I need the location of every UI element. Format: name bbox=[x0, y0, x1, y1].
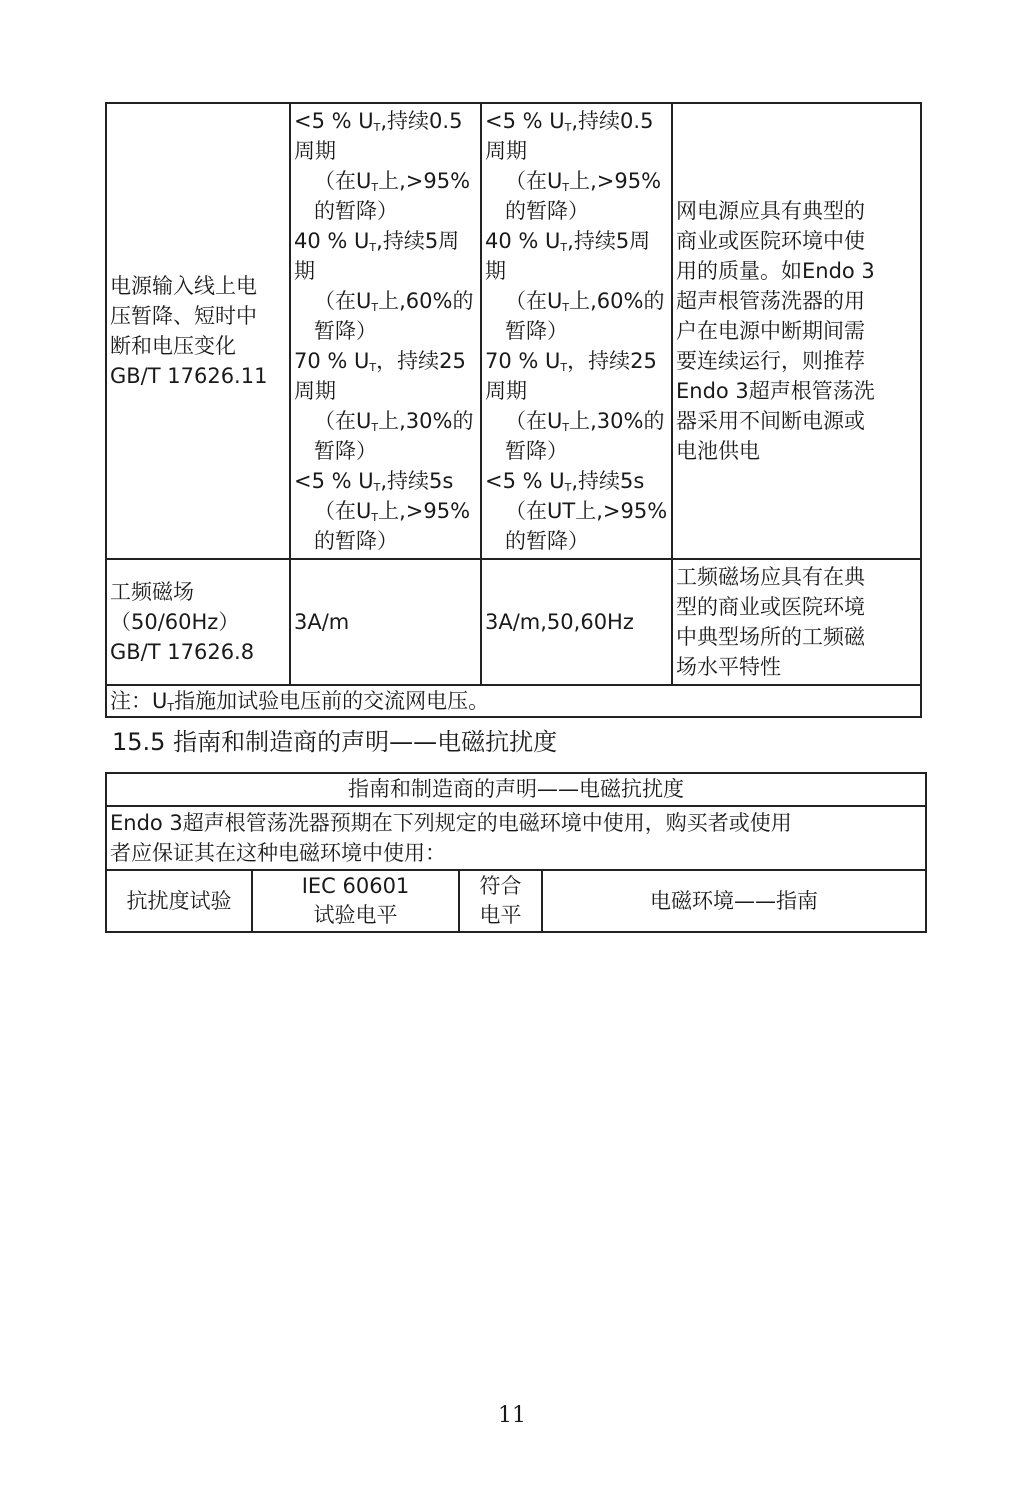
text-run: （在U bbox=[314, 409, 372, 433]
intro-cell bbox=[106, 806, 926, 870]
text-line: IEC 60601 bbox=[301, 874, 410, 898]
indented-line bbox=[485, 166, 668, 226]
text-line: 压暂降、短时中 bbox=[110, 304, 257, 328]
text-run: （在U bbox=[505, 409, 563, 433]
subscript: T bbox=[562, 181, 570, 194]
text-run: <5 % U bbox=[294, 109, 374, 133]
table-row bbox=[106, 870, 926, 932]
subscript: T bbox=[371, 421, 379, 434]
table-row bbox=[106, 806, 926, 870]
text-run: （在U bbox=[314, 499, 372, 523]
text-run: 指施加试验电压前的交流网电压。 bbox=[174, 689, 490, 713]
immunity-declaration-table bbox=[105, 772, 927, 933]
text-run: （在UT上,>95%的暂降） bbox=[505, 499, 668, 553]
subscript: T bbox=[373, 121, 381, 134]
text-run: ,持续0.5周期 bbox=[294, 109, 463, 163]
text-line: （50/60Hz） bbox=[110, 610, 240, 634]
subscript: T bbox=[369, 241, 377, 254]
compliance-level-cell bbox=[481, 103, 672, 559]
indented-line bbox=[294, 286, 477, 346]
text-run: 上,60%的暂降） bbox=[505, 289, 665, 343]
subscript: T bbox=[562, 301, 570, 314]
table-row bbox=[106, 559, 921, 685]
text-line: 场水平特性 bbox=[676, 655, 781, 679]
subscript: T bbox=[371, 181, 379, 194]
subscript: T bbox=[562, 421, 570, 434]
text-line: 者应保证其在这种电磁环境中使用： bbox=[110, 841, 446, 865]
text-line: 用的质量。如Endo 3 bbox=[676, 259, 875, 283]
guidance-cell bbox=[672, 103, 921, 559]
text-line: GB/T 17626.8 bbox=[110, 640, 255, 664]
indented-line bbox=[294, 406, 477, 466]
text-run: ,持续5s bbox=[380, 469, 454, 493]
text-run: 上,>95%的暂降） bbox=[314, 499, 471, 553]
text-line: 超声根管荡洗器的用 bbox=[676, 289, 865, 313]
indented-line bbox=[485, 496, 668, 556]
text-run: 70 % U bbox=[294, 349, 370, 373]
header-iec-level bbox=[252, 870, 459, 932]
test-cell bbox=[106, 103, 290, 559]
text-run: 上,>95%的暂降） bbox=[505, 169, 662, 223]
text-run: 40 % U bbox=[294, 229, 370, 253]
text-line: 工频磁场应具有在典 bbox=[676, 565, 865, 589]
text-line: 工频磁场 bbox=[110, 580, 194, 604]
iec-level-cell: 3A/m bbox=[290, 559, 481, 685]
text-line: 器采用不间断电源或 bbox=[676, 409, 865, 433]
guidance-cell bbox=[672, 559, 921, 685]
text-run: 注：U bbox=[110, 689, 168, 713]
text-run: ，持续25周期 bbox=[294, 349, 466, 403]
subscript: T bbox=[167, 701, 175, 714]
text-run: 40 % U bbox=[485, 229, 561, 253]
text-line: 要连续运行，则推荐 bbox=[676, 349, 865, 373]
subscript: T bbox=[564, 121, 572, 134]
header-environment: 电磁环境——指南 bbox=[542, 870, 926, 932]
text-run: 上,30%的暂降） bbox=[505, 409, 665, 463]
text-line: 电平 bbox=[479, 903, 522, 927]
text-run: （在U bbox=[314, 169, 372, 193]
test-cell bbox=[106, 559, 290, 685]
text-run: 上,30%的暂降） bbox=[314, 409, 474, 463]
subscript: T bbox=[371, 511, 379, 524]
table-row bbox=[106, 685, 921, 717]
text-line: 型的商业或医院环境 bbox=[676, 595, 865, 619]
subscript: T bbox=[371, 301, 379, 314]
text-run: ,持续5s bbox=[571, 469, 645, 493]
table-row bbox=[106, 103, 921, 559]
text-line: 电源输入线上电 bbox=[110, 274, 257, 298]
iec-level-cell bbox=[290, 103, 481, 559]
subscript: T bbox=[564, 481, 572, 494]
text-run: <5 % U bbox=[294, 469, 374, 493]
text-line: Endo 3超声根管荡洗器预期在下列规定的电磁环境中使用，购买者或使用 bbox=[110, 811, 792, 835]
text-run: <5 % U bbox=[485, 469, 565, 493]
text-run: ,持续0.5周期 bbox=[485, 109, 654, 163]
text-run: （在U bbox=[505, 289, 563, 313]
text-line: GB/T 17626.11 bbox=[110, 364, 268, 388]
text-line: 商业或医院环境中使 bbox=[676, 229, 865, 253]
compliance-level-cell: 3A/m,50,60Hz bbox=[481, 559, 672, 685]
table-title: 指南和制造商的声明——电磁抗扰度 bbox=[106, 773, 926, 806]
text-line: 中典型场所的工频磁 bbox=[676, 625, 865, 649]
indented-line bbox=[485, 406, 668, 466]
indented-line bbox=[485, 286, 668, 346]
text-run: <5 % U bbox=[485, 109, 565, 133]
indented-line bbox=[294, 496, 477, 556]
text-run: ,持续5周期 bbox=[485, 229, 651, 283]
immunity-table-continued bbox=[105, 102, 922, 718]
text-line: 符合 bbox=[479, 874, 522, 898]
header-compliance-level bbox=[459, 870, 542, 932]
text-run: 上,60%的暂降） bbox=[314, 289, 474, 343]
subscript: T bbox=[560, 361, 568, 374]
text-line: 试验电平 bbox=[313, 903, 398, 927]
text-run: 上,>95%的暂降） bbox=[314, 169, 471, 223]
text-run: ,持续5周期 bbox=[294, 229, 460, 283]
text-line: 户在电源中断期间需 bbox=[676, 319, 865, 343]
text-line: 电池供电 bbox=[676, 439, 760, 463]
subscript: T bbox=[369, 361, 377, 374]
header-immunity-test: 抗扰度试验 bbox=[106, 870, 252, 932]
indented-line bbox=[294, 166, 477, 226]
subscript: T bbox=[373, 481, 381, 494]
text-line: Endo 3超声根管荡洗 bbox=[676, 379, 875, 403]
text-line: 断和电压变化 bbox=[110, 334, 236, 358]
note-cell bbox=[106, 685, 921, 717]
table-row bbox=[106, 773, 926, 806]
text-run: 70 % U bbox=[485, 349, 561, 373]
text-run: （在U bbox=[505, 169, 563, 193]
subscript: T bbox=[560, 241, 568, 254]
text-line: 网电源应具有典型的 bbox=[676, 199, 865, 223]
text-run: （在U bbox=[314, 289, 372, 313]
text-run: ，持续25周期 bbox=[485, 349, 657, 403]
section-heading: 15.5 指南和制造商的声明——电磁抗扰度 bbox=[112, 728, 558, 756]
page-number: 11 bbox=[498, 1403, 526, 1428]
